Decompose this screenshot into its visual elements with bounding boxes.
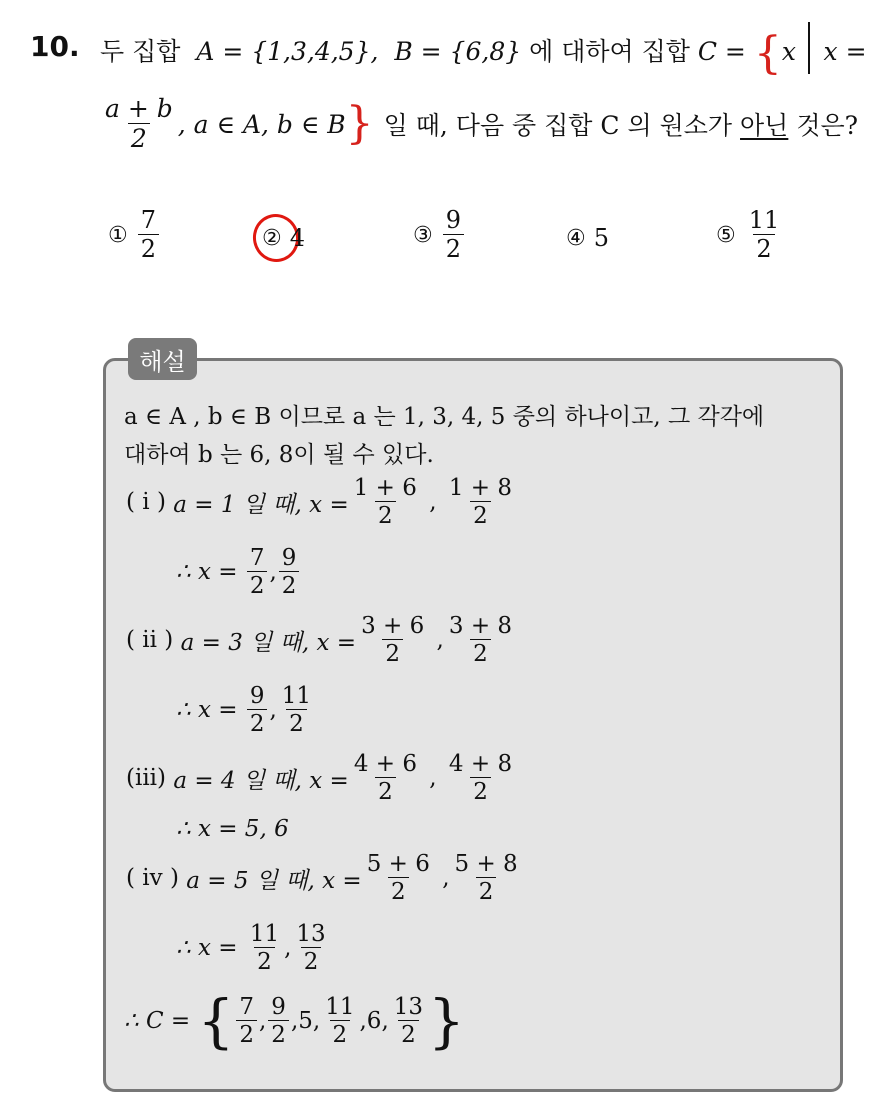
question-end: 것은? [796,111,859,141]
option-3-fraction: $\frac{9}{2}$ [443,208,464,262]
set-c-lhs: C = [697,37,746,66]
underlined-word: 아닌 [740,111,789,141]
case-3-result: ∴ x = 5, 6 [176,816,289,842]
final-set-c: ∴ C = { $\frac{7}{2}$ , $\frac{9}{2}$ , 5 , $\frac{11}{2}$ , 6 , $\frac{13}{2}$ } [124,987,465,1055]
case-4: ( iv ) a = 5 일 때, x = $\frac{5 + 6}{2}$ , $\frac{5 + 8}{2}$ [126,851,518,906]
fraction-a-plus-b: $\frac{a + b}{2}$ [105,94,173,154]
case-2: ( ii ) a = 3 일 때, x = $\frac{3 + 6}{2}$ , $\frac{3 + 8}{2}$ [126,613,513,668]
set-brace-open: { [753,28,782,79]
case-1: ( i ) a = 1 일 때, x = $\frac{1 + 6}{2}$ , $\frac{1 + 8}{2}$ [126,475,513,530]
set-x-eq: x = [823,37,867,66]
question-text-mid: 에 대하여 집합 [529,37,690,66]
case-1-result: ∴ x = $\frac{7}{2}$ , $\frac{9}{2}$ [176,546,301,598]
set-builder-bar [808,22,810,74]
question-line-1 [100,22,867,79]
set-brace-close: } [345,98,374,150]
condition: , a ∈ A, b ∈ B [177,109,346,139]
solution-intro-2: 대하여 b 는 6, 8이 될 수 있다. [124,442,434,468]
option-4[interactable]: ④ 5 [566,224,610,252]
solution-tag: 해설 [128,338,197,380]
solution-intro-1: a ∈ A , b ∈ B 이므로 a 는 1, 3, 4, 5 중의 하나이고, 그 각각에 [124,404,765,430]
option-3[interactable]: ③ $\frac{9}{2}$ [413,208,466,262]
option-2[interactable]: ② 4 [262,224,306,252]
question-text-ending: 일 때, 다음 중 집합 C 의 원소가 [383,111,733,141]
option-5-fraction: $\frac{11}{2}$ [748,206,780,264]
case-3: (iii) a = 4 일 때, x = $\frac{4 + 6}{2}$ , $\frac{4 + 8}{2}$ [126,751,513,806]
option-1-fraction: $\frac{7}{2}$ [138,208,159,262]
case-4-result: ∴ x = $\frac{11}{2}$ , $\frac{13}{2}$ [176,921,326,976]
set-variable: x [781,37,796,66]
question-line-2 [100,96,858,153]
case-2-result: ∴ x = $\frac{9}{2}$ , $\frac{11}{2}$ [176,683,312,738]
question-text-intro: 두 집합 [100,37,181,66]
question-number: 10. [30,30,80,63]
set-b: B = {6,8} [394,37,522,66]
option-1[interactable]: ① $\frac{7}{2}$ [108,208,161,262]
set-a: A = {1,3,4,5}, [196,37,379,66]
option-5[interactable]: ⑤ $\frac{11}{2}$ [716,208,784,262]
